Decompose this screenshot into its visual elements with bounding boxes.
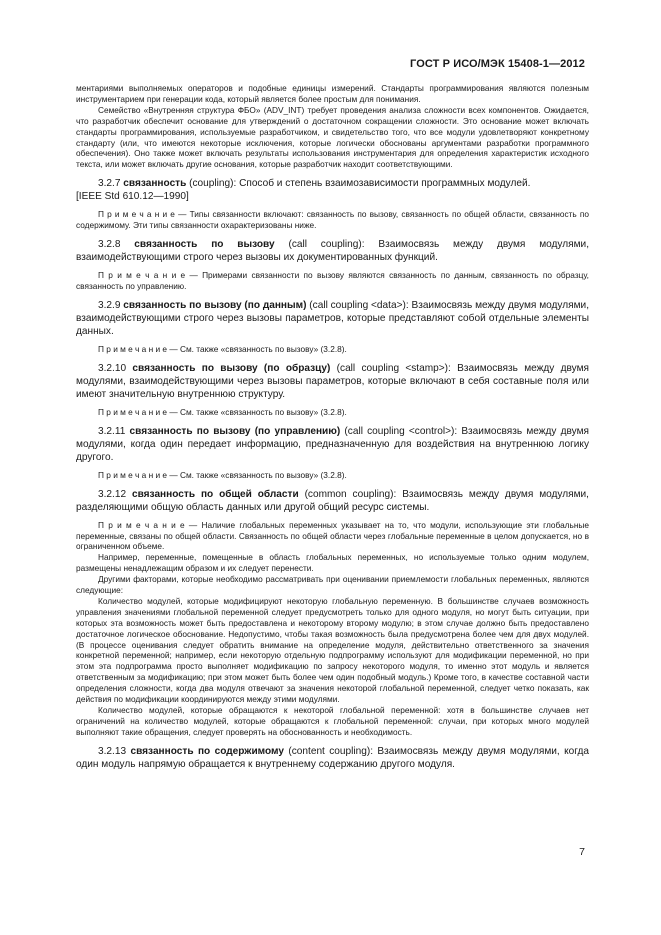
note-3-2-12-paragraph-3: Количество модулей, которые модифицируют некоторую глобальную переменную. В большинстве случаев возможность управления значениями глобальной переменной следует предусмотреть только для одного модуля, но могут быть ситуации, при которых эта возможность может быть предоставлена и некоторому второму модулю; в этом случае должно быть предоставлено достаточное логическое обоснование. Недопустимо, чтобы такая возможность была предусмотрена более чем для двух модулей. (В процессе оценивания следует обратить внимание на определение модуля, действительно ответственного за значения конкретной переменной; например, если некоторую отдельную подпрограмму используют для модификации переменной, но при этом эта подпрограмма просто выполняет модификацию по запросу некоторого модуля, то именно этот модуль и является ответственным за модификацию; при этом может быть более чем один подобный модуль.) Кроме того, в качестве составной части определения сложности, когда два модуля отвечают за значения некоторой глобальной переменной, следует четко показать, как действия по модификации координируются между этими модулями. — [76, 595, 589, 705]
note-text: — См. также «связанность по вызову» (3.2.8). — [167, 469, 347, 480]
term-name: связанность по общей области — [131, 488, 299, 500]
term-3-2-9 — [76, 299, 589, 338]
page-number: 7 — [579, 846, 585, 858]
term-number: 3.2.7 — [98, 178, 121, 190]
term-3-2-12 — [76, 488, 589, 514]
term-name: связанность по содержимому — [130, 745, 284, 757]
note-3-2-12 — [76, 520, 589, 553]
note-3-2-9 — [76, 344, 589, 355]
intro-paragraph-2: Семейство «Внутренняя структура ФБО» (ADV_INT) требует проведения анализа сложности всех компонентов. Ожидается, что разработчик обеспечит основание для утверждений о достаточном сокращении сложности. Это основание может включать стандарты программирования, используемые разработчиком, и свидетельство того, что все модули удовлетворяют конкретному стандарту (или, что имеются некоторые исключения, которые логически обоснованы аргументами разработки программного обеспечения). Оно также может включать результаты использования инструментария для определения характеристик исходного текста, или может включать другие основания, которые разработчик находит соответствующими. — [76, 104, 589, 170]
note-label: П р и м е ч а н и е — [98, 519, 185, 530]
term-definition: (common coupling): Взаимосвязь между двумя модулями, разделяющими общую область данных или другой общий ресурс системы. — [76, 488, 589, 513]
standard-header: ГОСТ Р ИСО/МЭК 15408-1—2012 — [410, 58, 585, 70]
term-number: 3.2.8 — [98, 239, 121, 251]
note-label: П р и м е ч а н и е — [98, 469, 168, 480]
page-content — [76, 83, 589, 771]
term-definition: (coupling): Способ и степень взаимозависимости программных модулей. — [186, 178, 531, 190]
term-3-2-13 — [76, 745, 589, 771]
term-reference: [IEEE Std 610.12—1990] — [76, 191, 189, 203]
term-3-2-8 — [76, 238, 589, 264]
note-text: — См. также «связанность по вызову» (3.2.8). — [167, 406, 347, 417]
term-definition: (call coupling <stamp>): Взаимосвязь между двумя модулями, взаимодействующими через вызовы параметров, которые включают в себя составные поля или имеют значительную внутреннюю структуру. — [76, 362, 590, 400]
term-number: 3.2.10 — [98, 362, 127, 374]
term-number: 3.2.11 — [98, 425, 126, 437]
term-number: 3.2.13 — [98, 745, 127, 757]
note-label: П р и м е ч а н и е — [98, 343, 168, 354]
note-label: П р и м е ч а н и е — [98, 270, 186, 281]
intro-paragraph-1: ментариями выполняемых операторов и подобные единицы измерений. Стандарты программирования являются полезным инструментарием при генерации кода, который является более простым для понимания. — [76, 83, 589, 104]
term-name: связанность — [123, 178, 187, 190]
term-name: связанность по вызову (по управлению) — [129, 425, 341, 437]
term-3-2-11 — [76, 425, 589, 464]
note-label: П р и м е ч а н и е — [98, 406, 168, 417]
note-text: — Примерами связанности по вызову являются связанность по данным, связанность по образцу, связанность по управлению. — [76, 270, 589, 291]
term-3-2-7 — [76, 177, 589, 203]
note-text: — Типы связанности включают: связанность по вызову, связанность по общей области, связанность по содержимому. Эти типы связанности охарактеризованы ниже. — [76, 209, 589, 231]
term-definition: (call coupling): Взаимосвязь между двумя модулями, взаимодействующими строго через вызовы их документированных функций. — [76, 239, 589, 264]
term-name: связанность по вызову (по образцу) — [132, 362, 331, 374]
note-3-2-12-paragraph-2: Другими факторами, которые необходимо рассматривать при оценивании приемлемости глобальных переменных, являются следующие: — [76, 574, 589, 596]
note-3-2-7 — [76, 209, 589, 231]
term-number: 3.2.9 — [98, 299, 121, 311]
note-label: П р и м е ч а н и е — [98, 209, 175, 220]
term-name: связанность по вызову (по данным) — [123, 299, 307, 311]
term-definition: (call coupling <data>): Взаимосвязь между двумя модулями, взаимодействующими строго через вызовы параметров, которые представляют собой отдельные элементы данных. — [76, 299, 589, 337]
note-3-2-12-paragraph-4: Количество модулей, которые обращаются к некоторой глобальной переменной: хотя в большинстве случаев нет ограничений на количество модулей, которые обращаются к глобальной переменной: случаи, при которых много модулей выполняют такие обращения, следует проверять на обоснованность и необходимость. — [76, 705, 589, 737]
term-name: связанность по вызову — [134, 239, 275, 251]
term-definition: (call coupling <control>): Взаимосвязь между двумя модулями, когда один передает информацию, предназначенную для воздействия на внутреннюю логику другого. — [76, 425, 589, 463]
note-3-2-12-paragraph-1: Например, переменные, помещенные в область глобальных переменных, но используемые только одним модулем, размещены ненадлежащим образом и их следует перенести. — [76, 552, 589, 574]
note-text: — Наличие глобальных переменных указывает на то, что модули, использующие эти глобальные переменные, связаны по общей области. Связанность по общей области через глобальные переменные в целом допускается, но в ограниченном объеме. — [76, 519, 590, 552]
term-number: 3.2.12 — [98, 488, 127, 500]
note-3-2-11 — [76, 470, 589, 481]
note-3-2-8 — [76, 270, 589, 292]
note-3-2-10 — [76, 407, 589, 418]
term-definition: (content coupling): Взаимосвязь между двумя модулями, когда один модуль напрямую обращается к внутреннему содержанию другого модуля. — [76, 745, 589, 770]
term-3-2-10 — [76, 362, 589, 401]
note-text: — См. также «связанность по вызову» (3.2.8). — [167, 343, 347, 354]
